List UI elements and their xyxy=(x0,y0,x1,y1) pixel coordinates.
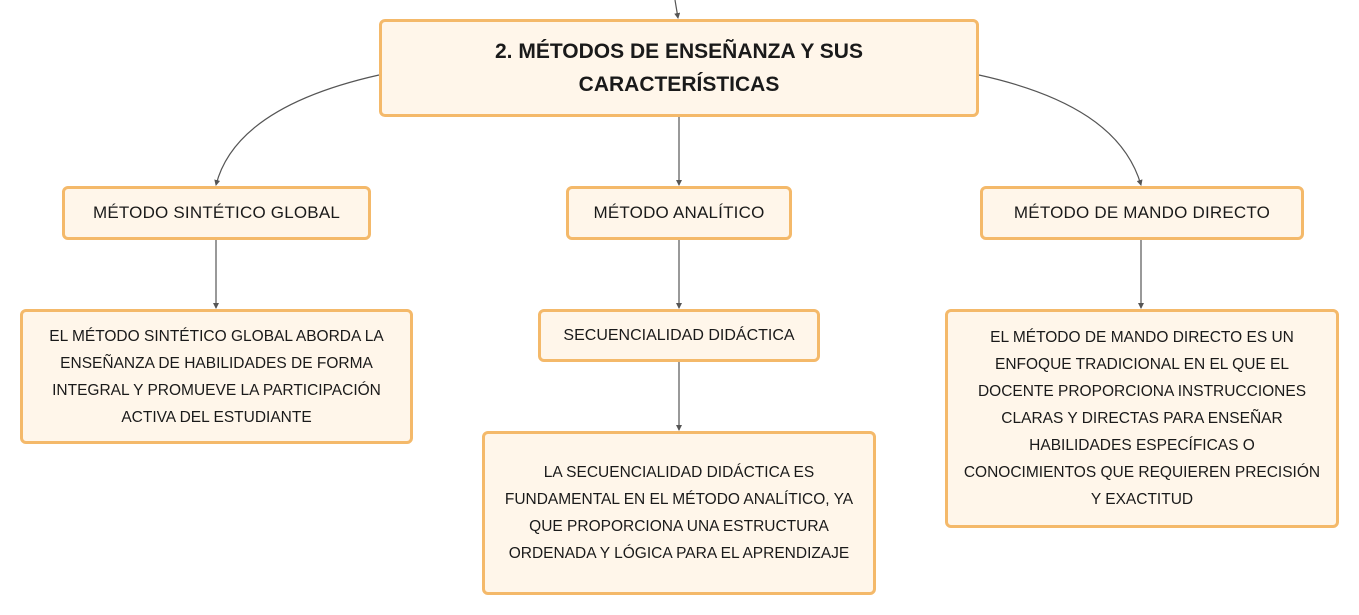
description-text: LA SECUENCIALIDAD DIDÁCTICA ES FUNDAMENTAL EN EL MÉTODO ANALÍTICO, YA QUE PROPORCIONA UNA ESTRUCTURA ORDENADA Y LÓGICA PARA EL APRENDIZAJE xyxy=(504,464,854,562)
connector-root-mando xyxy=(979,75,1141,185)
connector-incoming xyxy=(675,0,678,18)
secuencialidad-description-node[interactable] xyxy=(482,431,876,595)
branch-label: MÉTODO DE MANDO DIRECTO xyxy=(1013,203,1271,222)
branch-label: MÉTODO ANALÍTICO xyxy=(593,203,765,222)
secuencialidad-didactica-node[interactable] xyxy=(538,309,820,362)
subtopic-label: SECUENCIALIDAD DIDÁCTICA xyxy=(563,327,795,344)
connector-root-sintetico xyxy=(216,75,379,185)
mando-directo-description-node[interactable] xyxy=(945,309,1339,528)
sintetico-description-node[interactable] xyxy=(20,309,413,444)
description-text: EL MÉTODO DE MANDO DIRECTO ES UN ENFOQUE TRADICIONAL EN EL QUE EL DOCENTE PROPORCIONA INSTRUCCIONES CLARAS Y DIRECTAS PARA ENSEÑAR HABILIDADES ESPECÍFICAS O CONOCIMIENTOS QUE REQUIEREN PRECISIÓN Y EXACTITUD xyxy=(963,329,1321,508)
root-topic-label: 2. MÉTODOS DE ENSEÑANZA Y SUS CARACTERÍSTICAS xyxy=(495,40,863,96)
branch-metodo-mando-directo[interactable] xyxy=(980,186,1304,240)
description-text: EL MÉTODO SINTÉTICO GLOBAL ABORDA LA ENSEÑANZA DE HABILIDADES DE FORMA INTEGRAL Y PROMUEVE LA PARTICIPACIÓN ACTIVA DEL ESTUDIANTE xyxy=(49,327,384,426)
branch-metodo-analitico[interactable] xyxy=(566,186,792,240)
branch-metodo-sintetico-global[interactable] xyxy=(62,186,371,240)
branch-label: MÉTODO SINTÉTICO GLOBAL xyxy=(92,203,341,222)
root-topic-node[interactable] xyxy=(379,19,979,117)
